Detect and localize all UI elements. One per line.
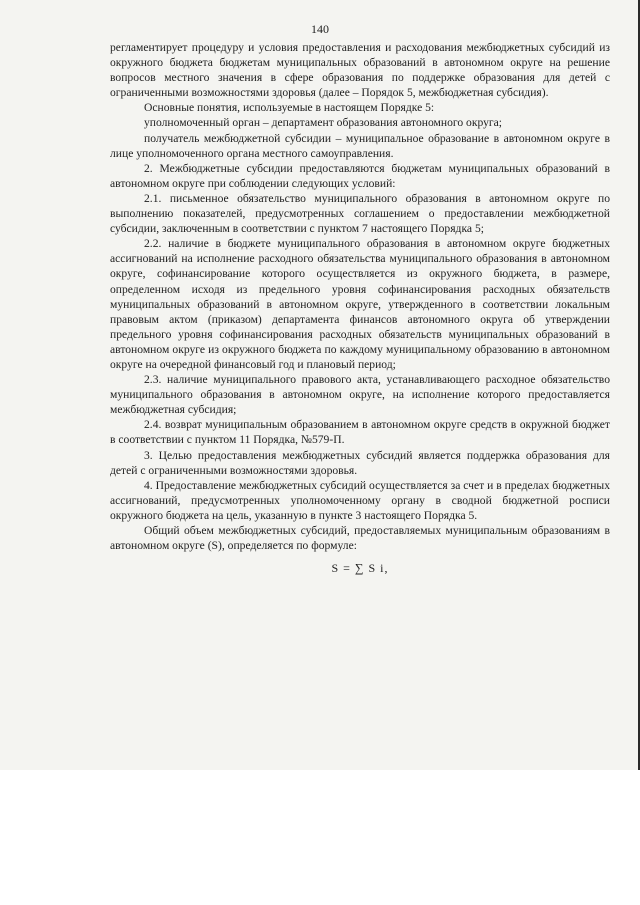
paragraph-2: Основные понятия, используемые в настоящем Порядке 5: — [144, 101, 435, 115]
paragraph-4: получатель межбюджетной субсидии – муниципальное образование в автономном округе в лице уполномоченного органа местного самоуправления. — [110, 131, 610, 160]
paragraph-10: 3. Целью предоставления межбюджетных субсидий является поддержка образования для детей с ограниченными возможностями здоровья. — [110, 448, 610, 477]
paragraph-12: Общий объем межбюджетных субсидий, предоставляемых муниципальным образованиям в автономном округе (S), определяется по формуле: — [110, 524, 610, 553]
paragraph-5: 2. Межбюджетные субсидии предоставляются бюджетам муниципальных образований в автономном округе при соблюдении следующих условий: — [110, 161, 610, 190]
paragraph-9: 2.4. возврат муниципальным образованием в автономном округе средств в окружной бюджет в соответствии с пунктом 11 Порядка, №579-П. — [110, 418, 610, 447]
paragraph-1: регламентирует процедуру и условия предоставления и расходования межбюджетных субсидий из окружного бюджета бюджетам муниципальных образований в автономном округе на решение вопросов местного значения в сфере образования по поддержке образования для детей с ограниченными возможностями здоровья (далее – Порядок 5, межбюджетная субсидия). — [110, 41, 610, 100]
formula: S = ∑ S i, — [331, 561, 389, 576]
page-number: 140 — [311, 22, 329, 36]
paragraph-3: уполномоченный орган – департамент образования автономного округа; — [144, 116, 503, 130]
paragraph-7: 2.2. наличие в бюджете муниципального образования в автономном округе бюджетных ассигнований на исполнение расходного обязательства муниципального образования в автономном округе, софинансирование которого осуществляется из окружного бюджета, в размере, определенном исходя из предельного уровня софинансирования расходных обязательств муниципальных образований в автономном округе, утвержденного в соответствии локальным правовым актом (приказом) департамента финансов автономного округа об утверждении предельного уровня софинансирования расходных обязательств муниципальных образований в автономном округе из окружного бюджета по каждому муниципальному образованию в автономном округе на очередной финансовый год и плановый период; — [110, 237, 610, 371]
paragraph-6: 2.1. письменное обязательство муниципального образования в автономном округе по выполнению показателей, предусмотренных соглашением о предоставлении межбюджетной субсидии, заключенным в соответствии с пунктом 7 настоящего Порядка 5; — [110, 191, 610, 236]
blank-area — [0, 770, 640, 905]
document-body — [110, 40, 610, 576]
paragraph-11: 4. Предоставление межбюджетных субсидий осуществляется за счет и в пределах бюджетных ассигнований, предусмотренных уполномоченному органу в сводной бюджетной росписи окружного бюджета на цель, указанную в пункте 3 настоящего Порядка 5. — [110, 478, 610, 522]
paragraph-8: 2.3. наличие муниципального правового акта, устанавливающего расходное обязательство муниципального образования в автономном округе, на исполнение которого предоставляется межбюджетная субсидия; — [110, 373, 610, 417]
